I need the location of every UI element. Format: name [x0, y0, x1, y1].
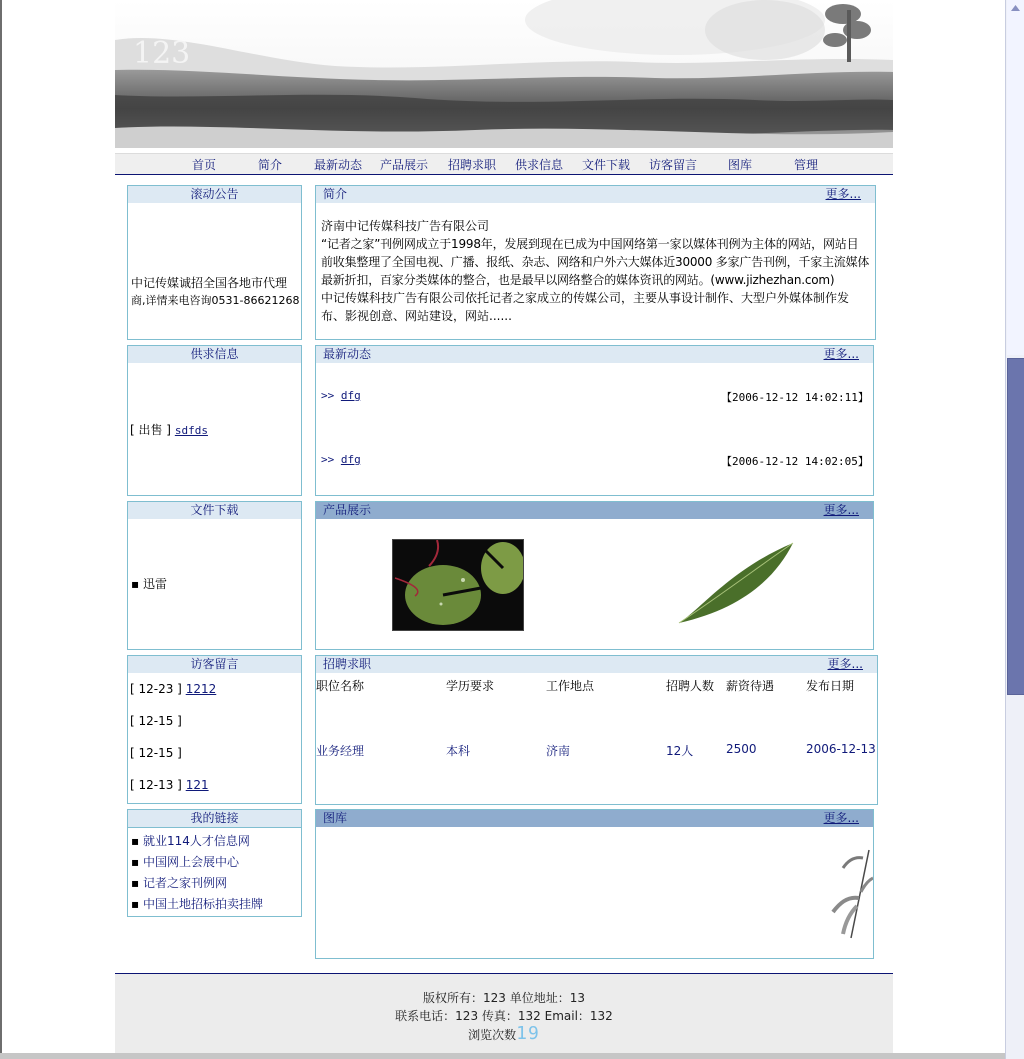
news-item[interactable] [321, 453, 361, 466]
jobs-col-header: 薪资待遇 [726, 679, 775, 693]
jobs-col-header: 职位名称 [316, 679, 365, 693]
bullet-icon: ▪ [131, 876, 140, 890]
intro-line: 济南中记传媒科技广告有限公司 [321, 219, 490, 233]
news-item-prefix: >> [321, 389, 335, 402]
product-image-lilypads[interactable] [392, 539, 524, 631]
jobs-col-header: 学历要求 [446, 679, 495, 693]
site-title: 123 [133, 36, 191, 71]
news-item-prefix: >> [321, 453, 335, 466]
news-more-link[interactable]: 更多... [823, 347, 859, 361]
notice-title: 滚动公告 [128, 186, 301, 203]
news-box [315, 345, 874, 496]
jobs-more-link[interactable]: 更多... [827, 657, 863, 671]
link-item[interactable]: 就业114人才信息网 [142, 834, 250, 848]
jobs-cell-count: 12人 [666, 744, 694, 758]
list-item [131, 895, 263, 912]
jobs-cell-position[interactable]: 业务经理 [316, 744, 365, 758]
bullet-icon: ▪ [131, 577, 140, 591]
notice-box [127, 185, 302, 340]
nav-gallery[interactable]: 图库 [728, 158, 753, 172]
news-title: 最新动态 [323, 347, 372, 361]
products-box [315, 501, 874, 650]
nav-supply[interactable]: 供求信息 [515, 158, 564, 172]
footer [115, 973, 893, 1056]
view-counter: 19 [516, 1023, 540, 1044]
header-banner [115, 0, 893, 148]
guestbook-item-date: [ 12-23 ] [130, 682, 182, 696]
jobs-cell-location: 济南 [546, 744, 571, 758]
jobs-col-header: 发布日期 [806, 679, 855, 693]
nav-products[interactable]: 产品展示 [380, 158, 429, 172]
intro-line: 前收集整理了全国电视、广播、报纸、杂志、网络和户外六大媒体近30000 多家广告刊例，千家主流媒体 [321, 255, 870, 269]
nav-admin[interactable]: 管理 [794, 158, 819, 172]
guestbook-item-link[interactable]: 121 [185, 778, 209, 792]
news-item-link[interactable]: dfg [340, 389, 361, 402]
nav-news[interactable]: 最新动态 [314, 158, 363, 172]
jobs-cell-education: 本科 [446, 744, 471, 758]
intro-more-link[interactable]: 更多... [825, 187, 861, 201]
intro-line: 布、影视创意、网站建设，网站...... [321, 309, 512, 323]
window-left-border [0, 0, 2, 1059]
product-image-leaf[interactable] [671, 539, 801, 629]
notice-text-line1: 中记传媒诚招全国各地市代理 [131, 276, 288, 290]
download-item-link[interactable]: 迅雷 [142, 577, 167, 591]
intro-box [315, 185, 876, 340]
list-item [131, 874, 227, 891]
products-title: 产品展示 [323, 503, 372, 517]
list-item [131, 832, 250, 849]
footer-views-label: 浏览次数 [468, 1028, 517, 1042]
nav-jobs[interactable]: 招聘求职 [448, 158, 497, 172]
link-item[interactable]: 记者之家刊例网 [142, 876, 227, 890]
download-box [127, 501, 302, 650]
bamboo-decoration-image [829, 848, 873, 940]
guestbook-item-date: [ 12-13 ] [130, 778, 182, 792]
link-item[interactable]: 中国土地招标拍卖挂牌 [142, 897, 263, 911]
intro-line: “记者之家”刊例网成立于1998年，发展到现在已成为中国网络第一家以媒体刊例为主体的网站，网站目 [321, 237, 859, 251]
jobs-col-header: 工作地点 [546, 679, 595, 693]
ink-landscape-image [115, 0, 893, 148]
products-more-link[interactable]: 更多... [823, 503, 859, 517]
guestbook-item-date: [ 12-15 ] [130, 746, 182, 760]
gallery-title: 图库 [323, 811, 348, 825]
guestbook-item-date: [ 12-15 ] [130, 714, 182, 728]
news-item-link[interactable]: dfg [340, 453, 361, 466]
guestbook-title: 访客留言 [128, 656, 301, 673]
jobs-cell-date: 2006-12-13 [806, 742, 876, 756]
main-navigation [115, 153, 893, 175]
nav-intro[interactable]: 简介 [258, 158, 283, 172]
intro-line: 最新折扣，百家分类媒体的整合，也是最早以网络整合的媒体资讯的网站。(www.jizhezhan.com) [321, 273, 835, 287]
links-title: 我的链接 [128, 810, 301, 828]
nav-downloads[interactable]: 文件下载 [582, 158, 631, 172]
download-title: 文件下载 [128, 502, 301, 519]
nav-guestbook[interactable]: 访客留言 [649, 158, 698, 172]
list-item [131, 853, 239, 870]
scrollbar-thumb[interactable] [1007, 358, 1024, 695]
guestbook-item-link[interactable]: 1212 [185, 682, 217, 696]
links-box [127, 809, 302, 917]
jobs-cell-salary: 2500 [726, 742, 757, 756]
bullet-icon: ▪ [131, 897, 140, 911]
bullet-icon: ▪ [131, 855, 140, 869]
news-item[interactable] [321, 389, 361, 402]
guestbook-item [130, 746, 182, 760]
guestbook-item [130, 714, 182, 728]
horizontal-scrollbar[interactable] [0, 1053, 1005, 1059]
gallery-more-link[interactable]: 更多... [823, 811, 859, 825]
link-item[interactable]: 中国网上会展中心 [142, 855, 239, 869]
supply-tag: [ 出售 ] [130, 423, 171, 437]
supply-box [127, 345, 302, 496]
guestbook-item [130, 682, 216, 696]
notice-text-line2: 商,详情来电咨询0531-86621268 [131, 294, 300, 307]
news-item-date: 【2006-12-12 14:02:05】 [721, 455, 869, 468]
news-item-date: 【2006-12-12 14:02:11】 [721, 391, 869, 404]
jobs-box [315, 655, 878, 805]
jobs-col-header: 招聘人数 [666, 679, 715, 693]
bullet-icon: ▪ [131, 834, 140, 848]
vertical-scrollbar[interactable] [1005, 0, 1024, 1059]
footer-contact: 联系电话：123 传真：132 Email：132 [395, 1009, 613, 1023]
nav-home[interactable]: 首页 [192, 158, 217, 172]
footer-copyright: 版权所有：123 单位地址：13 [423, 991, 585, 1005]
intro-line: 中记传媒科技广告有限公司依托记者之家成立的传媒公司，主要从事设计制作、大型户外媒体制作发 [321, 291, 850, 305]
jobs-title: 招聘求职 [323, 657, 372, 671]
supply-title: 供求信息 [128, 346, 301, 363]
supply-item-link[interactable]: sdfds [174, 424, 208, 437]
guestbook-item [130, 778, 209, 792]
scroll-up-arrow-icon[interactable] [1008, 1, 1023, 15]
guestbook-box [127, 655, 302, 804]
gallery-box [315, 809, 874, 959]
intro-title: 简介 [323, 187, 348, 201]
